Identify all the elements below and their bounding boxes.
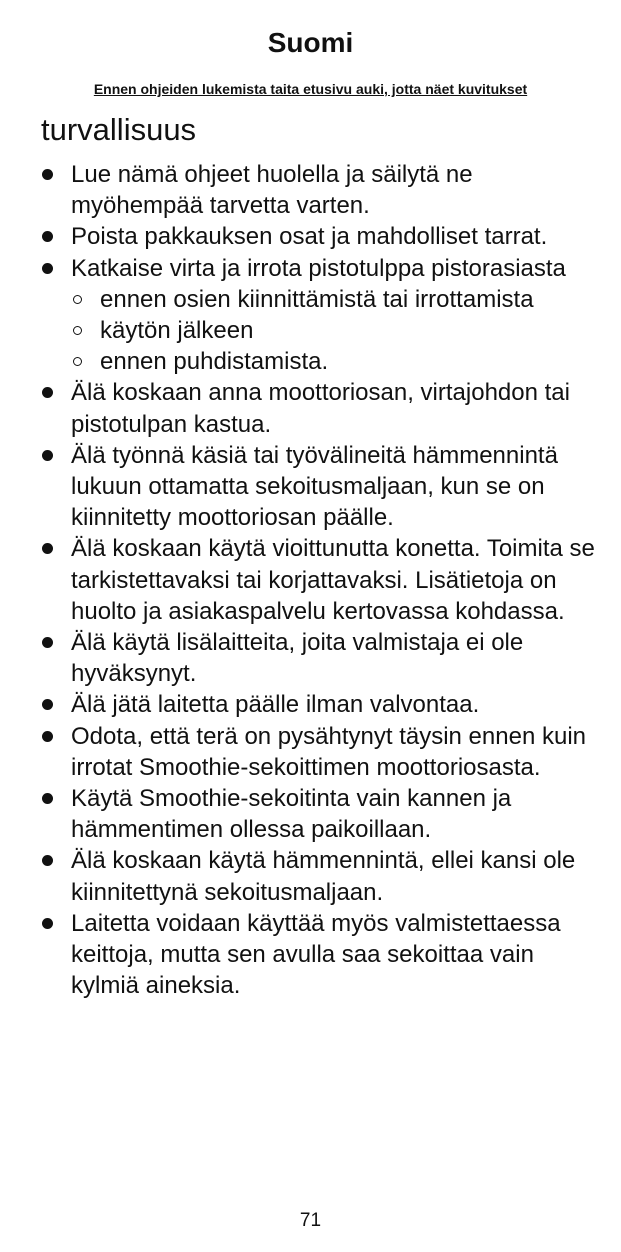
list-item	[42, 627, 602, 689]
list-item	[42, 253, 602, 378]
list-item	[42, 159, 602, 221]
circle-bullet-icon	[73, 326, 82, 335]
list-item-text: Älä koskaan käytä vioittunutta konetta. Toimita se tarkistettavaksi tai korjattavaksi. Lisätietoja on huolto ja asiakaspalvelu kertovassa kohdassa.	[71, 535, 595, 625]
page-title: Suomi	[267, 27, 354, 58]
bullet-icon	[42, 793, 53, 804]
bullet-icon	[42, 450, 53, 461]
section-heading: turvallisuus	[41, 112, 197, 147]
bullet-icon	[42, 855, 53, 866]
list-item-text: Poista pakkauksen osat ja mahdolliset tarrat.	[71, 223, 548, 251]
list-item-text: Odota, että terä on pysähtynyt täysin ennen kuin irrotat Smoothie-sekoittimen moottoriosasta.	[71, 722, 586, 781]
bullet-icon	[42, 637, 53, 648]
list-item-text: Käytä Smoothie-sekoitinta vain kannen ja hämmentimen ollessa paikoillaan.	[71, 785, 512, 844]
list-item	[42, 908, 602, 1002]
sub-list-item	[71, 315, 602, 346]
bullet-icon	[42, 169, 53, 180]
bullet-icon	[42, 699, 53, 710]
sub-list-item	[71, 346, 602, 377]
bullet-icon	[42, 543, 53, 554]
list-item-text: Lue nämä ohjeet huolella ja säilytä ne myöhempää tarvetta varten.	[71, 161, 473, 220]
sub-list-item-text: ennen osien kiinnittämistä tai irrottamista	[100, 285, 534, 313]
list-item	[42, 783, 602, 845]
instruction-note: Ennen ohjeiden lukemista taita etusivu auki, jotta näet kuvitukset	[93, 81, 528, 97]
list-item-text: Älä työnnä käsiä tai työvälineitä hämmennintä lukuun ottamatta sekoitusmaljaan, kun se on kiinnitetty moottoriosan päälle.	[71, 441, 558, 532]
list-item	[42, 721, 602, 783]
list-item-text: Katkaise virta ja irrota pistotulppa pistorasiasta	[71, 254, 566, 282]
bullet-icon	[42, 731, 53, 742]
list-item-text: Älä koskaan anna moottoriosan, virtajohdon tai pistotulpan kastua.	[71, 379, 570, 438]
bullet-icon	[42, 918, 53, 929]
sub-list-item	[71, 284, 602, 315]
bullet-icon	[42, 231, 53, 242]
list-item	[42, 221, 602, 252]
list-item-text: Älä koskaan käytä hämmennintä, ellei kansi ole kiinnitettynä sekoitusmaljaan.	[71, 847, 576, 906]
sub-list	[71, 284, 602, 378]
safety-list	[42, 159, 602, 1001]
list-item-text: Älä jätä laitetta päälle ilman valvontaa.	[71, 691, 480, 719]
circle-bullet-icon	[73, 357, 82, 366]
list-item-text: Älä käytä lisälaitteita, joita valmistaja ei ole hyväksynyt.	[71, 629, 524, 688]
list-item-text: Laitetta voidaan käyttää myös valmistettaessa keittoja, mutta sen avulla saa sekoittaa vain kylmiä aineksia.	[71, 909, 561, 1000]
list-item	[42, 533, 602, 627]
sub-list-item-text: käytön jälkeen	[100, 317, 254, 345]
sub-list-item-text: ennen puhdistamista.	[100, 348, 329, 376]
list-item	[42, 845, 602, 907]
circle-bullet-icon	[73, 295, 82, 304]
list-item	[42, 440, 602, 534]
bullet-icon	[42, 387, 53, 398]
list-item	[42, 689, 602, 720]
page-number: 71	[299, 1210, 322, 1231]
list-item	[42, 377, 602, 439]
bullet-icon	[42, 263, 53, 274]
